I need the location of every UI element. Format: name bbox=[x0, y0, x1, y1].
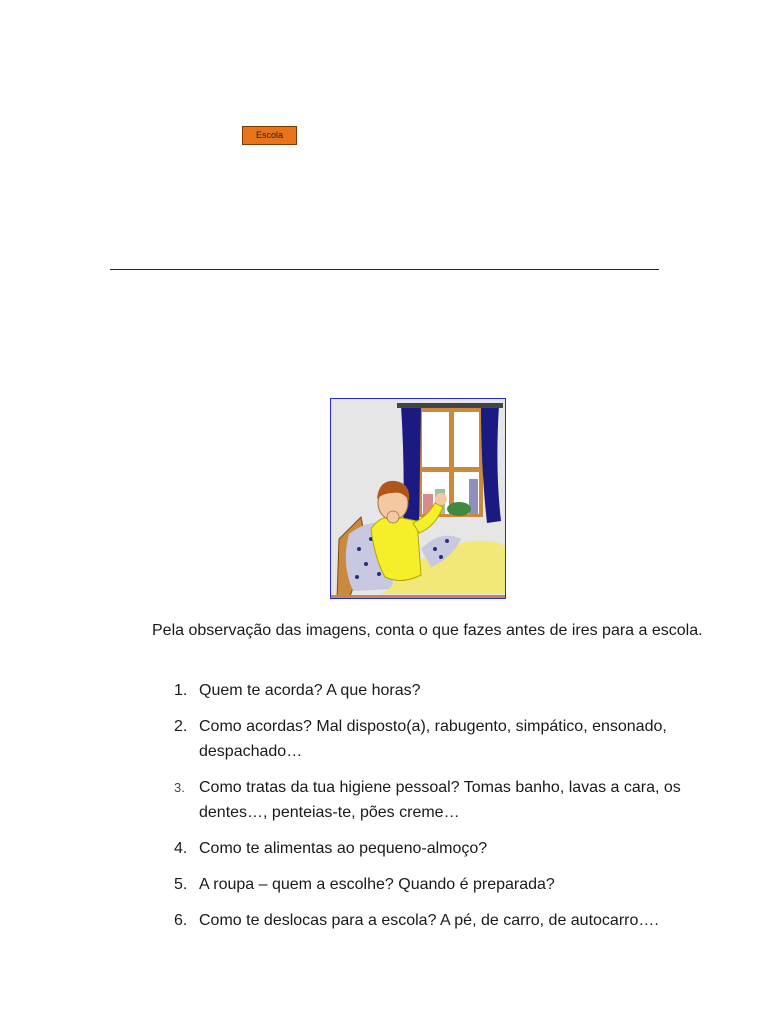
question-item bbox=[152, 775, 692, 825]
boy-waking-up-illustration bbox=[330, 398, 506, 599]
yawning-hand bbox=[387, 511, 399, 523]
question-number: 1. bbox=[174, 682, 188, 699]
question-text: Como tratas da tua higiene pessoal? Tomas banho, lavas a cara, os dentes…, penteias-te, pões creme… bbox=[199, 779, 681, 821]
question-text: Como te alimentas ao pequeno-almoço? bbox=[199, 840, 488, 857]
question-item bbox=[152, 714, 692, 764]
instructions-paragraph: Pela observação das imagens, conta o que fazes antes de ires para a escola. bbox=[152, 622, 703, 639]
question-item bbox=[152, 678, 692, 703]
question-number: 5. bbox=[174, 876, 188, 893]
question-number: 2. bbox=[174, 718, 188, 735]
question-item bbox=[152, 908, 692, 933]
question-text: Como te deslocas para a escola? A pé, de carro, de autocarro…. bbox=[199, 912, 659, 929]
raised-hand bbox=[435, 493, 447, 505]
question-item bbox=[152, 872, 692, 897]
question-item bbox=[152, 836, 692, 861]
question-number: 6. bbox=[174, 912, 188, 929]
question-number: 4. bbox=[174, 840, 188, 857]
illustration-svg bbox=[331, 399, 506, 599]
question-number: 3. bbox=[174, 780, 185, 795]
question-text: Quem te acorda? A que horas? bbox=[199, 682, 421, 699]
horizontal-divider bbox=[110, 269, 659, 270]
escola-tag: Escola bbox=[242, 126, 297, 145]
question-text: A roupa – quem a escolhe? Quando é preparada? bbox=[199, 876, 555, 893]
questions-list bbox=[152, 678, 692, 944]
question-text: Como acordas? Mal disposto(a), rabugento, simpático, ensonado, despachado… bbox=[199, 718, 667, 760]
